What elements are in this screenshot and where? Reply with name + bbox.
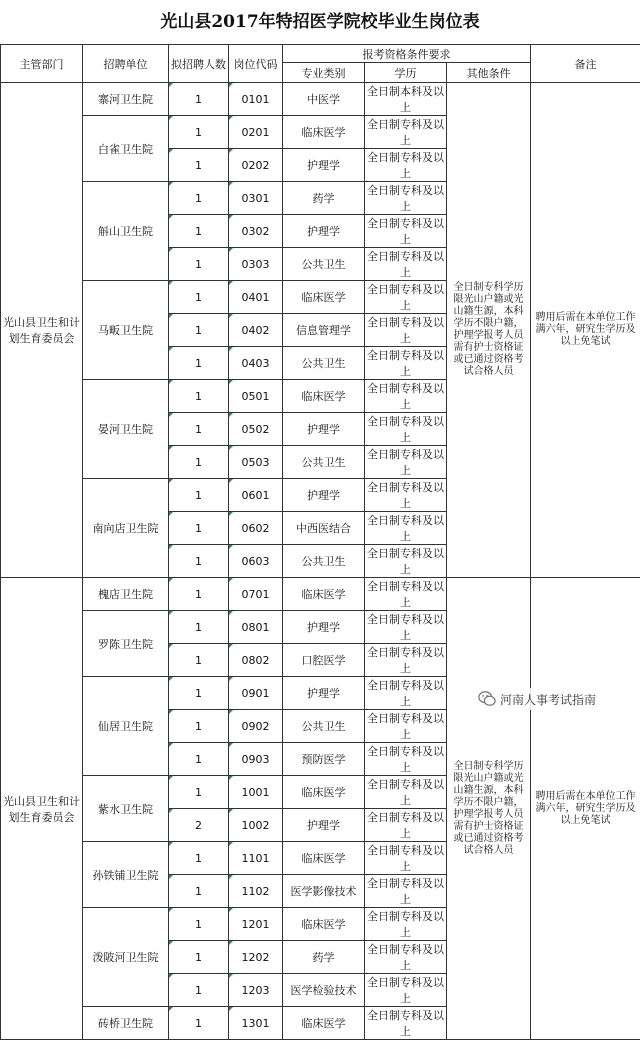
edu-cell: 全日制专科及以上 [365,116,447,149]
wechat-icon [478,690,496,708]
major-cell: 药学 [283,941,365,974]
count-cell: 1 [169,347,229,380]
table-row [1,578,640,611]
watermark-text: 河南人事考试指南 [500,691,596,708]
page-title: 光山县2017年特招医学院校毕业生岗位表 [0,0,640,44]
header-edu: 学历 [365,63,447,83]
edu-cell: 全日制专科及以上 [365,908,447,941]
major-cell: 临床医学 [283,380,365,413]
positions-table [0,44,640,1040]
count-cell: 1 [169,842,229,875]
edu-cell: 全日制专科及以上 [365,248,447,281]
unit-cell: 泼陂河卫生院 [83,908,169,1007]
dept-cell: 光山县卫生和计划生育委员会 [1,83,83,578]
count-cell: 1 [169,446,229,479]
count-cell: 1 [169,941,229,974]
edu-cell: 全日制专科及以上 [365,545,447,578]
code-cell: 1203 [229,974,283,1007]
count-cell: 1 [169,149,229,182]
code-cell: 0802 [229,644,283,677]
edu-cell: 全日制专科及以上 [365,479,447,512]
major-cell: 中医学 [283,83,365,116]
unit-cell: 南向店卫生院 [83,479,169,578]
code-cell: 0701 [229,578,283,611]
major-cell: 护理学 [283,809,365,842]
count-cell: 1 [169,875,229,908]
code-cell: 0302 [229,215,283,248]
code-cell: 1201 [229,908,283,941]
major-cell: 口腔医学 [283,644,365,677]
code-cell: 1301 [229,1007,283,1040]
header-other: 其他条件 [447,63,531,83]
edu-cell: 全日制专科及以上 [365,611,447,644]
edu-cell: 全日制专科及以上 [365,1007,447,1040]
code-cell: 0601 [229,479,283,512]
unit-cell: 马畈卫生院 [83,281,169,380]
count-cell: 1 [169,182,229,215]
code-cell: 1202 [229,941,283,974]
count-cell: 1 [169,1007,229,1040]
major-cell: 护理学 [283,611,365,644]
major-cell: 中西医结合 [283,512,365,545]
code-cell: 1002 [229,809,283,842]
major-cell: 临床医学 [283,281,365,314]
watermark [478,688,640,710]
edu-cell: 全日制专科及以上 [365,446,447,479]
edu-cell: 全日制专科及以上 [365,941,447,974]
count-cell: 1 [169,710,229,743]
edu-cell: 全日制专科及以上 [365,380,447,413]
header-major: 专业类别 [283,63,365,83]
count-cell: 1 [169,512,229,545]
count-cell: 1 [169,479,229,512]
edu-cell: 全日制专科及以上 [365,281,447,314]
major-cell: 护理学 [283,479,365,512]
code-cell: 0202 [229,149,283,182]
table-body [1,83,640,1040]
major-cell: 公共卫生 [283,710,365,743]
count-cell: 1 [169,314,229,347]
code-cell: 1101 [229,842,283,875]
unit-cell: 斛山卫生院 [83,182,169,281]
edu-cell: 全日制专科及以上 [365,974,447,1007]
code-cell: 0603 [229,545,283,578]
header-unit: 招聘单位 [83,45,169,83]
major-cell: 护理学 [283,149,365,182]
count-cell: 1 [169,776,229,809]
edu-cell: 全日制专科及以上 [365,644,447,677]
major-cell: 临床医学 [283,908,365,941]
edu-cell: 全日制专科及以上 [365,149,447,182]
code-cell: 1102 [229,875,283,908]
unit-cell: 孙铁铺卫生院 [83,842,169,908]
major-cell: 临床医学 [283,776,365,809]
edu-cell: 全日制专科及以上 [365,512,447,545]
code-cell: 0902 [229,710,283,743]
unit-cell: 晏河卫生院 [83,380,169,479]
count-cell: 1 [169,83,229,116]
count-cell: 1 [169,677,229,710]
code-cell: 0602 [229,512,283,545]
major-cell: 公共卫生 [283,347,365,380]
unit-cell: 槐店卫生院 [83,578,169,611]
code-cell: 0201 [229,116,283,149]
edu-cell: 全日制专科及以上 [365,809,447,842]
note-cell: 聘用后需在本单位工作满六年，研究生学历及以上免笔试 [531,83,640,578]
count-cell: 1 [169,281,229,314]
count-cell: 2 [169,809,229,842]
count-cell: 1 [169,215,229,248]
major-cell: 医学检验技术 [283,974,365,1007]
header-code: 岗位代码 [229,45,283,83]
unit-cell: 寨河卫生院 [83,83,169,116]
table-row [1,83,640,116]
count-cell: 1 [169,908,229,941]
major-cell: 临床医学 [283,842,365,875]
dept-cell: 光山县卫生和计划生育委员会 [1,578,83,1040]
major-cell: 护理学 [283,215,365,248]
major-cell: 公共卫生 [283,545,365,578]
edu-cell: 全日制专科及以上 [365,182,447,215]
major-cell: 护理学 [283,677,365,710]
header-requirements: 报考资格条件要求 [283,45,531,63]
unit-cell: 仙居卫生院 [83,677,169,776]
code-cell: 0403 [229,347,283,380]
header-note: 备注 [531,45,640,83]
count-cell: 1 [169,380,229,413]
header-dept: 主管部门 [1,45,83,83]
code-cell: 0903 [229,743,283,776]
edu-cell: 全日制专科及以上 [365,677,447,710]
major-cell: 护理学 [283,413,365,446]
code-cell: 0303 [229,248,283,281]
edu-cell: 全日制专科及以上 [365,215,447,248]
major-cell: 临床医学 [283,116,365,149]
unit-cell: 砖桥卫生院 [83,1007,169,1040]
other-conditions-cell: 全日制专科学历限光山户籍或光山籍生源，本科学历不限户籍，护理学报考人员需有护士资格证或已通过资格考试合格人员 [447,578,531,1040]
major-cell: 临床医学 [283,1007,365,1040]
other-conditions-cell: 全日制专科学历限光山户籍或光山籍生源，本科学历不限户籍，护理学报考人员需有护士资格证或已通过资格考试合格人员 [447,83,531,578]
edu-cell: 全日制专科及以上 [365,842,447,875]
header-count: 拟招聘人数 [169,45,229,83]
code-cell: 0901 [229,677,283,710]
major-cell: 信息管理学 [283,314,365,347]
major-cell: 医学影像技术 [283,875,365,908]
code-cell: 0402 [229,314,283,347]
count-cell: 1 [169,116,229,149]
note-cell: 聘用后需在本单位工作满六年，研究生学历及以上免笔试 [531,578,640,1040]
major-cell: 公共卫生 [283,446,365,479]
major-cell: 预防医学 [283,743,365,776]
edu-cell: 全日制专科及以上 [365,413,447,446]
code-cell: 0401 [229,281,283,314]
code-cell: 1001 [229,776,283,809]
unit-cell: 紫水卫生院 [83,776,169,842]
code-cell: 0503 [229,446,283,479]
code-cell: 0301 [229,182,283,215]
unit-cell: 罗陈卫生院 [83,611,169,677]
code-cell: 0801 [229,611,283,644]
edu-cell: 全日制专科及以上 [365,776,447,809]
count-cell: 1 [169,578,229,611]
code-cell: 0502 [229,413,283,446]
edu-cell: 全日制专科及以上 [365,710,447,743]
edu-cell: 全日制专科及以上 [365,347,447,380]
count-cell: 1 [169,248,229,281]
edu-cell: 全日制专科及以上 [365,314,447,347]
count-cell: 1 [169,545,229,578]
edu-cell: 全日制专科及以上 [365,578,447,611]
count-cell: 1 [169,743,229,776]
edu-cell: 全日制专科及以上 [365,875,447,908]
edu-cell: 全日制专科及以上 [365,743,447,776]
count-cell: 1 [169,413,229,446]
count-cell: 1 [169,974,229,1007]
unit-cell: 白雀卫生院 [83,116,169,182]
major-cell: 公共卫生 [283,248,365,281]
code-cell: 0101 [229,83,283,116]
major-cell: 药学 [283,182,365,215]
major-cell: 临床医学 [283,578,365,611]
code-cell: 0501 [229,380,283,413]
count-cell: 1 [169,611,229,644]
edu-cell: 全日制本科及以上 [365,83,447,116]
count-cell: 1 [169,644,229,677]
